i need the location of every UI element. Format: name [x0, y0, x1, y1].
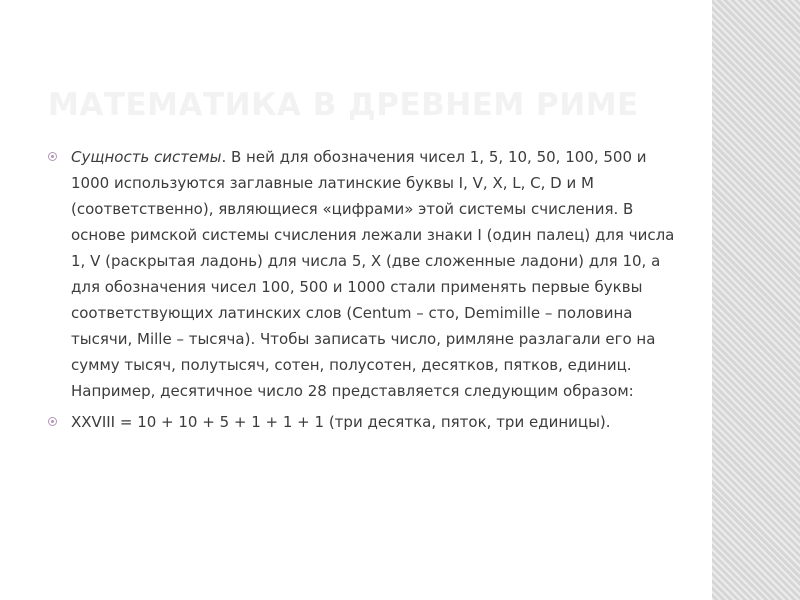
bullet-item-2: [48, 409, 688, 435]
slide-content: [48, 144, 688, 440]
bullet-body-text: XXVIII = 10 + 10 + 5 + 1 + 1 + 1 (три десятка, пяток, три единицы).: [71, 413, 611, 431]
bullet-circle-icon: [48, 152, 57, 161]
decorative-side-band: [712, 0, 800, 600]
slide-title: МАТЕМАТИКА В ДРЕВНЕМ РИМЕ: [48, 87, 639, 123]
bullet-body-text: . В ней для обозначения чисел 1, 5, 10, 50, 100, 500 и 1000 используются заглавные латинские буквы I, V, X, L, C, D и M (соответственно), являющиеся «цифрами» этой системы счисления. В основе римской системы счисления лежали знаки I (один палец) для числа 1, V (раскрытая ладонь) для числа 5, X (две сложенные ладони) для 10, а для обозначения чисел 100, 500 и 1000 стали применять первые буквы соответствующих латинских слов (Centum – сто, Demimille – половина тысячи, Mille – тысяча). Чтобы записать число, римляне разлагали его на сумму тысяч, полутысяч, сотен, полусотен, десятков, пятков, единиц. Например, десятичное число 28 представляется следующим образом:: [71, 148, 675, 400]
bullet-item-1: [48, 144, 688, 404]
bullet-lead-text: Сущность системы: [71, 148, 222, 166]
bullet-circle-icon: [48, 417, 57, 426]
